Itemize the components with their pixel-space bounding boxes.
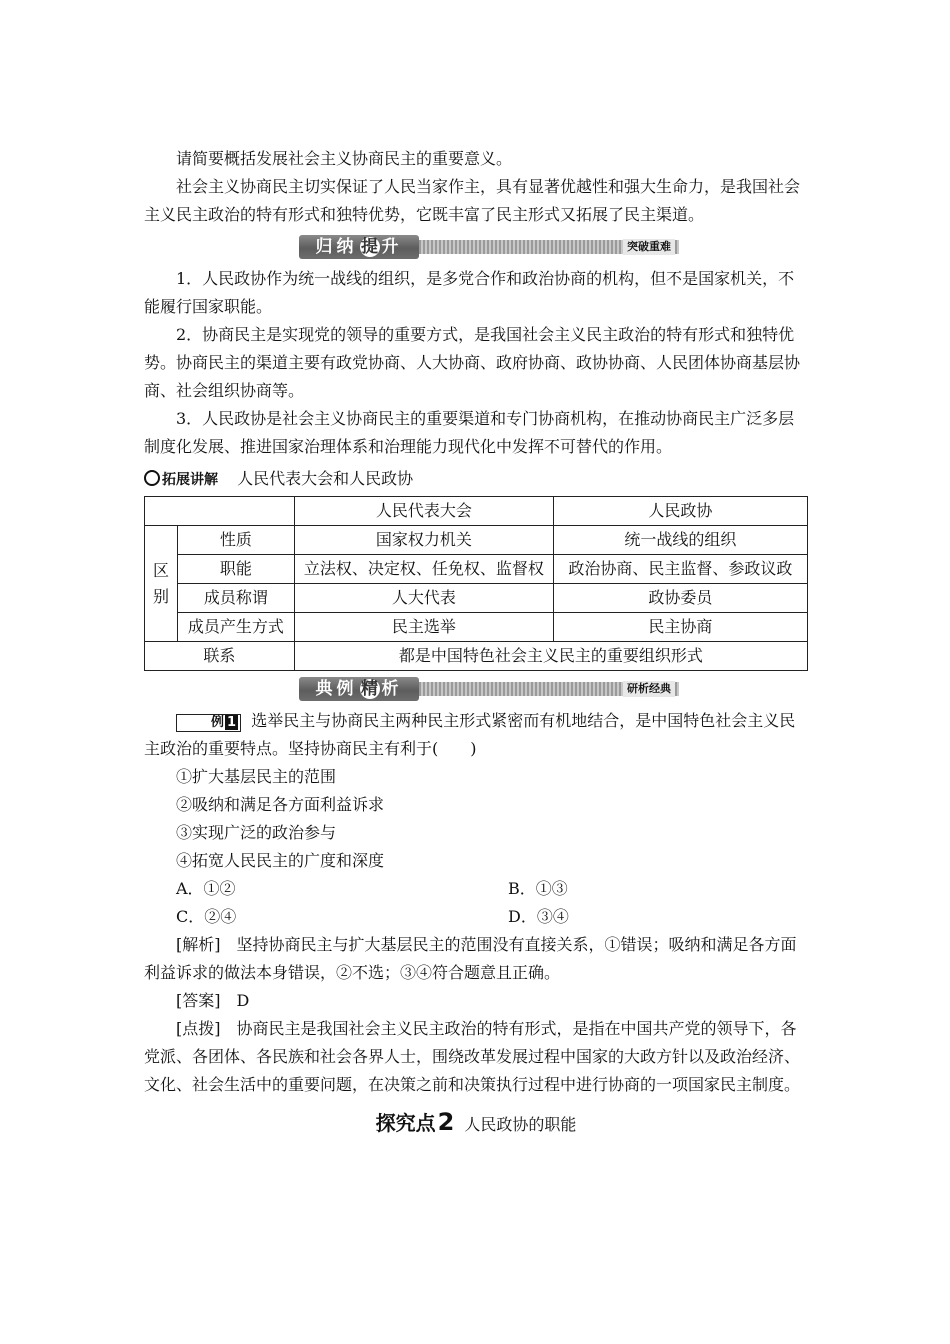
summary-banner-tag: 突破重难 xyxy=(623,239,675,255)
example-answer: [答案] D xyxy=(176,991,250,1010)
comparison-table xyxy=(144,496,808,671)
example-item: ②吸纳和满足各方面利益诉求 xyxy=(176,795,385,814)
section-number: 2 xyxy=(437,1108,455,1136)
summary-point-1: 1．人民政协作为统一战线的组织，是多党合作和政治协商的机构，但不是国家机关，不能履行国家职能。 xyxy=(144,269,795,316)
example-item: ①扩大基层民主的范围 xyxy=(176,767,337,786)
intro-question: 请简要概括发展社会主义协商民主的重要意义。 xyxy=(176,149,513,168)
target-icon xyxy=(144,470,160,486)
example-badge: 例 1 xyxy=(176,714,241,732)
table-cell: 国家权力机关 xyxy=(294,526,553,555)
example-banner xyxy=(299,677,679,701)
table-row-label: 成员称谓 xyxy=(178,584,295,613)
table-cell: 人大代表 xyxy=(294,584,553,613)
section-prefix: 探究点 xyxy=(375,1111,436,1135)
section-heading xyxy=(144,1105,808,1142)
table-row xyxy=(145,584,808,613)
table-row xyxy=(145,526,808,555)
example-banner-tag: 研析经典 xyxy=(623,681,675,697)
choice-row xyxy=(144,903,808,931)
table-row-label: 联系 xyxy=(145,642,295,671)
choice-row xyxy=(144,875,808,903)
table-row-label: 职能 xyxy=(178,555,295,584)
choice-b: B．①③ xyxy=(508,879,568,898)
document-page xyxy=(144,140,808,1142)
table-header-npc: 人民代表大会 xyxy=(294,497,553,526)
table-cell: 政治协商、民主监督、参政议政 xyxy=(553,555,807,584)
table-corner xyxy=(145,497,295,526)
choice-a: A．①② xyxy=(176,879,236,898)
example-tip: [点拨] 协商民主是我国社会主义民主政治的特有形式，是指在中国共产党的领导下，各党派、各团体、各民族和社会各界人士，围绕改革发展过程中国家的大政方针以及政治经济、文化、社会生活中的重要问题，在决策之前和决策执行过程中进行协商的一项国家民主制度。 xyxy=(144,1019,801,1094)
table-row-label: 性质 xyxy=(178,526,295,555)
table-row xyxy=(145,642,808,671)
summary-banner xyxy=(299,235,679,259)
extension-heading xyxy=(144,465,808,494)
summary-banner-title: 归纳 提 升 xyxy=(299,235,419,259)
table-group-label: 区别 xyxy=(145,526,178,642)
example-item: ③实现广泛的政治参与 xyxy=(176,823,337,842)
choice-d: D．③④ xyxy=(508,907,569,926)
table-header-row xyxy=(145,497,808,526)
example-banner-title: 典例 精 析 xyxy=(299,677,419,701)
choice-c: C．②④ xyxy=(176,907,237,926)
table-cell: 立法权、决定权、任免权、监督权 xyxy=(294,555,553,584)
intro-answer: 社会主义协商民主切实保证了人民当家作主，具有显著优越性和强大生命力，是我国社会主义民主政治的特有形式和独特优势，它既丰富了民主形式又拓展了民主渠道。 xyxy=(144,177,801,224)
extension-mark: 拓展讲解 xyxy=(144,472,218,488)
extension-title: 人民代表大会和人民政协 xyxy=(237,469,414,488)
example-stem: 例 1 选举民主与协商民主两种民主形式紧密而有机地结合，是中国特色社会主义民主政治的重要特点。坚持协商民主有利于( ) xyxy=(144,711,796,758)
table-row xyxy=(145,613,808,642)
table-header-cppcc: 人民政协 xyxy=(553,497,807,526)
section-title: 人民政协的职能 xyxy=(464,1115,577,1134)
example-analysis: [解析] 坚持协商民主与扩大基层民主的范围没有直接关系，①错误；吸纳和满足各方面利益诉求的做法本身错误，②不选；③④符合题意且正确。 xyxy=(144,935,797,982)
example-item: ④拓宽人民民主的广度和深度 xyxy=(176,851,385,870)
table-row xyxy=(145,555,808,584)
table-cell: 都是中国特色社会主义民主的重要组织形式 xyxy=(294,642,807,671)
summary-point-3: 3．人民政协是社会主义协商民主的重要渠道和专门协商机构，在推动协商民主广泛多层制度化发展、推进国家治理体系和治理能力现代化中发挥不可替代的作用。 xyxy=(144,409,795,456)
table-cell: 民主协商 xyxy=(553,613,807,642)
table-row-label: 成员产生方式 xyxy=(178,613,295,642)
summary-point-2: 2．协商民主是实现党的领导的重要方式，是我国社会主义民主政治的特有形式和独特优势。协商民主的渠道主要有政党协商、人大协商、政府协商、政协协商、人民团体协商基层协商、社会组织协商等。 xyxy=(144,325,801,400)
table-cell: 民主选举 xyxy=(294,613,553,642)
table-cell: 统一战线的组织 xyxy=(553,526,807,555)
table-cell: 政协委员 xyxy=(553,584,807,613)
